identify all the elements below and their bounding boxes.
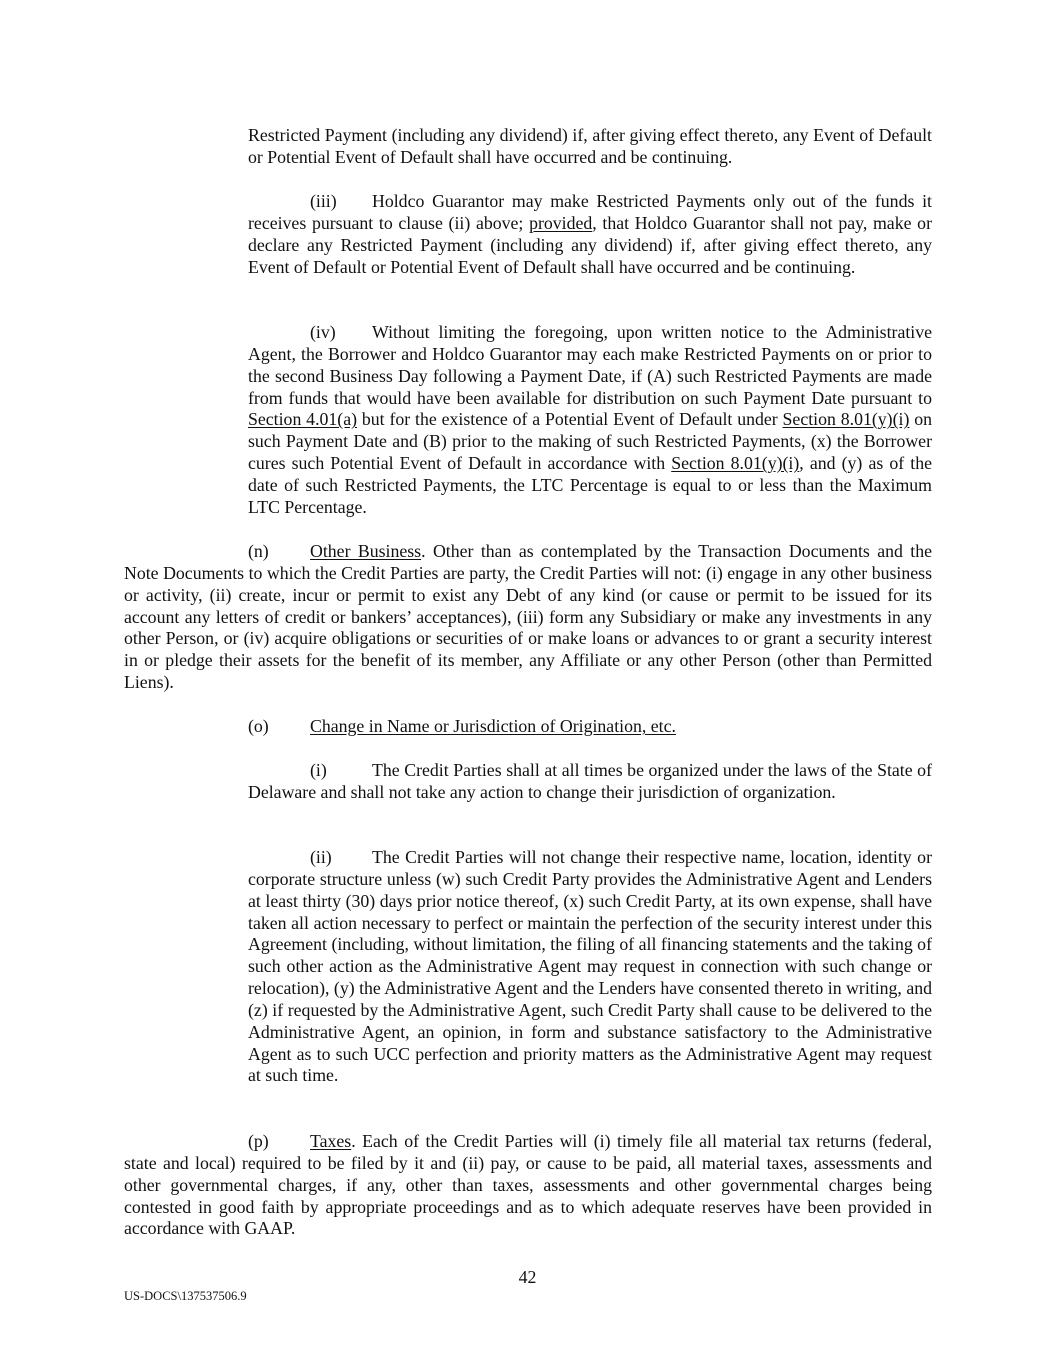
paragraph-text: The Credit Parties will not change their respective name, location, identity or corporate structure unless (w) such Credit Party provides the Administrative Agent and Lenders at least thirty (30) days prior notice thereof, (x) such Credit Party, at its own expense, shall have taken all action necessary to perfect or maintain the perfection of the security interest under this Agreement (including, without limitation, the filing of all financing statements and the taking of such other action as the Administrative Agent may request in connection with such change or relocation), (y) the Administrative Agent and the Lenders have consented thereto in writing, and (z) if requested by the Administrative Agent, such Credit Party shall cause to be delivered to the Administrative Agent, an opinion, in form and substance satisfactory to the Administrative Agent as to such UCC perfection and priority matters as the Administrative Agent may request at such time. bbox=[248, 847, 932, 1086]
clause-label: (iii) bbox=[310, 191, 337, 211]
section-o-heading bbox=[248, 716, 932, 738]
section-label: (p) bbox=[248, 1131, 269, 1151]
document-id: US-DOCS\137537506.9 bbox=[124, 1289, 247, 1303]
section-label: (n) bbox=[248, 541, 269, 561]
section-heading: Change in Name or Jurisdiction of Origination, etc. bbox=[310, 716, 676, 736]
clause-label: (iv) bbox=[310, 322, 336, 342]
paragraph-text: , that Holdco Guarantor shall not pay, make or declare any Restricted Payment (including any dividend) if, after giving effect thereto, any Event of Default or Potential Event of Default shall have occurred and be continuing. bbox=[248, 212, 932, 277]
section-reference: Section 4.01(a) bbox=[248, 409, 358, 430]
paragraph-continuation bbox=[248, 125, 932, 169]
section-reference: Section 8.01(y)(i) bbox=[671, 453, 800, 474]
paragraph-text: . Each of the Credit Parties will (i) timely file all material tax returns (federal, state and local) required to be filed by it and (ii) pay, or cause to be paid, all material taxes, assessments and other governmental charges, if any, other than taxes, assessments and other governmental charges being contested in good faith by appropriate proceedings and as to which adequate reserves have been provided in accordance with GAAP. bbox=[124, 1131, 932, 1239]
paragraph-text: on such Payment Date and (B) prior to the making of such Restricted Payments, (x) the Borrower cures such Potential Event of Default in accordance with bbox=[248, 409, 933, 474]
paragraph-text: Restricted Payment (including any dividend) if, after giving effect thereto, any Event of Default or Potential Event of Default shall have occurred and be continuing. bbox=[248, 125, 932, 167]
section-reference: Section 8.01(y)(i) bbox=[782, 409, 910, 430]
paragraph-text: Without limiting the foregoing, upon written notice to the Administrative Agent, the Borrower and Holdco Guarantor may each make Restricted Payments on or prior to the second Business Day following a Payment Date, if (A) such Restricted Payments are made from funds that would have been available for distribution on such Payment Date pursuant to bbox=[248, 322, 932, 408]
section-heading: Other Business bbox=[310, 541, 422, 561]
defined-term-provided: provided bbox=[529, 212, 593, 233]
section-p-taxes bbox=[124, 1131, 932, 1240]
section-n-other-business bbox=[124, 541, 932, 694]
paragraph-text: , and (y) as of the date of such Restricted Payments, the LTC Percentage is equal to or less than the Maximum LTC Percentage. bbox=[248, 453, 932, 517]
paragraph-iii bbox=[248, 191, 932, 278]
paragraph-text: but for the existence of a Potential Event of Default under bbox=[357, 409, 783, 430]
clause-label: (i) bbox=[310, 760, 327, 780]
page-number: 42 bbox=[518, 1267, 537, 1287]
paragraph-iv bbox=[248, 322, 932, 519]
paragraph-o-ii bbox=[248, 847, 932, 1087]
paragraph-text: Holdco Guarantor may make Restricted Payments only out of the funds it receives pursuant to clause (ii) above; bbox=[248, 191, 932, 233]
paragraph-text: The Credit Parties shall at all times be organized under the laws of the State of Delaware and shall not take any action to change their jurisdiction of organization. bbox=[248, 760, 932, 802]
clause-label: (ii) bbox=[310, 847, 332, 867]
paragraph-o-i bbox=[248, 760, 932, 804]
section-label: (o) bbox=[248, 716, 269, 736]
paragraph-text: . Other than as contemplated by the Transaction Documents and the Note Documents to which the Credit Parties are party, the Credit Parties will not: (i) engage in any other business or activity, (ii) create, incur or permit to exist any Debt of any kind (or cause or permit to be issued for its account any letters of credit or bankers’ acceptances), (iii) form any Subsidiary or make any investments in any other Person, or (iv) acquire obligations or securities of or make loans or advances to or grant a security interest in or pledge their assets for the benefit of its member, any Affiliate or any other Person (other than Permitted Liens). bbox=[124, 541, 932, 693]
section-heading: Taxes bbox=[310, 1131, 352, 1151]
